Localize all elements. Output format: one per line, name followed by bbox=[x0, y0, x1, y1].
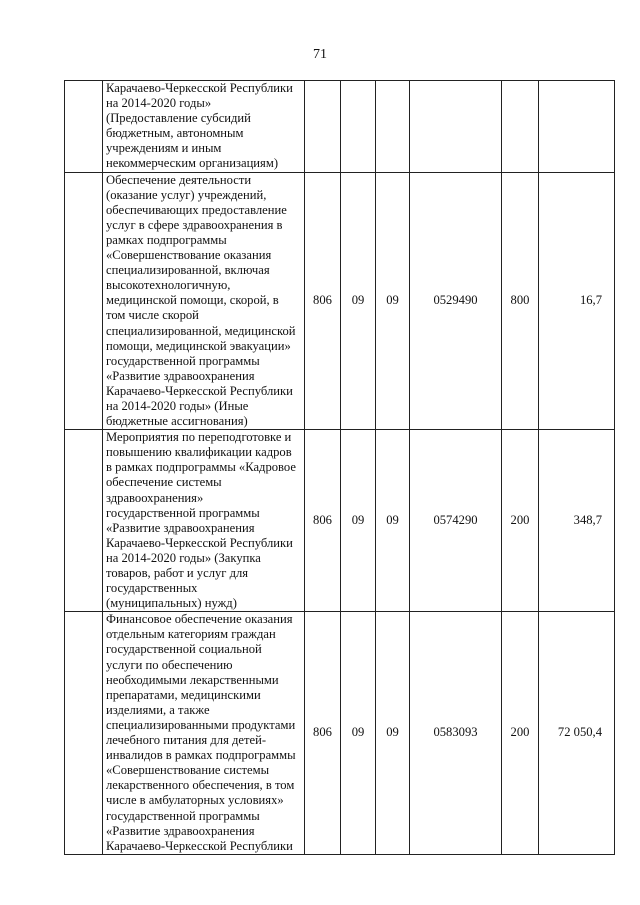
description-cell: Мероприятия по переподготовке и повышению квалификации кадров в рамках подпрограммы «Кадровое обеспечение системы здравоохранения» государственной программы «Развитие здравоохранения Карачаево-Черкесской Республики на 2014-2020 годы» (Закупка товаров, работ и услуг для государственных (муниципальных) нужд) bbox=[103, 430, 305, 612]
table-row bbox=[65, 172, 615, 430]
subsection-cell: 09 bbox=[376, 612, 410, 855]
budget-table bbox=[64, 80, 615, 855]
row-number-cell bbox=[65, 430, 103, 612]
section-cell: 09 bbox=[341, 612, 376, 855]
expense-type-cell: 200 bbox=[502, 430, 539, 612]
target-article-cell: 0574290 bbox=[410, 430, 502, 612]
subsection-cell: 09 bbox=[376, 430, 410, 612]
ministry-code-cell: 806 bbox=[305, 172, 341, 430]
description-cell: Финансовое обеспечение оказания отдельным категориям граждан государственной социальной услуги по обеспечению необходимыми лекарственными препаратами, медицинскими изделиями, а также специализированными продуктами лечебного питания для детей- инвалидов в рамках подпрограммы «Совершенствование системы лекарственного обеспечения, в том числе в амбулаторных условиях» государственной программы «Развитие здравоохранения Карачаево-Черкесской Республики bbox=[103, 612, 305, 855]
expense-type-cell: 200 bbox=[502, 612, 539, 855]
row-number-cell bbox=[65, 81, 103, 173]
ministry-code-cell: 806 bbox=[305, 430, 341, 612]
target-article-cell: 0529490 bbox=[410, 172, 502, 430]
table-row bbox=[65, 430, 615, 612]
section-cell: 09 bbox=[341, 430, 376, 612]
table-row bbox=[65, 612, 615, 855]
description-cell: Обеспечение деятельности (оказание услуг) учреждений, обеспечивающих предоставление услуг в сфере здравоохранения в рамках подпрограммы «Совершенствование оказания специализированной, включая высокотехнологичную, медицинской помощи, скорой, в том числе скорой специализированной, медицинской помощи, медицинской эвакуации» государственной программы «Развитие здравоохранения Карачаево-Черкесской Республики на 2014-2020 годы» (Иные бюджетные ассигнования) bbox=[103, 172, 305, 430]
description-cell: Карачаево-Черкесской Республики на 2014-2020 годы» (Предоставление субсидий бюджетным, автономным учреждениям и иным некоммерческим организациям) bbox=[103, 81, 305, 173]
expense-type-cell bbox=[502, 81, 539, 173]
subsection-cell: 09 bbox=[376, 172, 410, 430]
section-cell: 09 bbox=[341, 172, 376, 430]
section-cell bbox=[341, 81, 376, 173]
amount-cell: 16,7 bbox=[539, 172, 615, 430]
table-row bbox=[65, 81, 615, 173]
ministry-code-cell: 806 bbox=[305, 612, 341, 855]
amount-cell: 72 050,4 bbox=[539, 612, 615, 855]
subsection-cell bbox=[376, 81, 410, 173]
target-article-cell: 0583093 bbox=[410, 612, 502, 855]
amount-cell bbox=[539, 81, 615, 173]
target-article-cell bbox=[410, 81, 502, 173]
row-number-cell bbox=[65, 172, 103, 430]
amount-cell: 348,7 bbox=[539, 430, 615, 612]
page-number: 71 bbox=[313, 47, 327, 62]
expense-type-cell: 800 bbox=[502, 172, 539, 430]
row-number-cell bbox=[65, 612, 103, 855]
ministry-code-cell bbox=[305, 81, 341, 173]
